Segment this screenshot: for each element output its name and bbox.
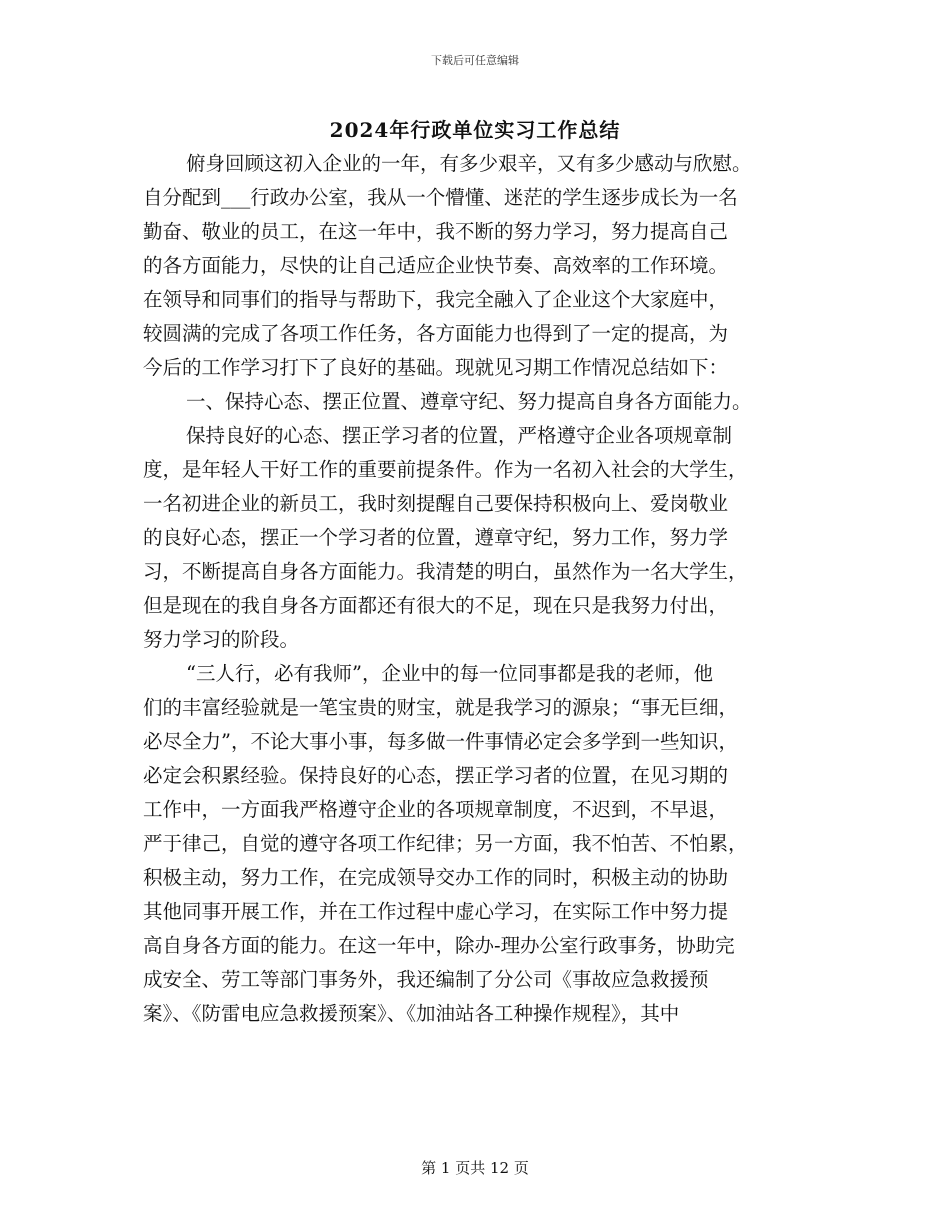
text-line: 努力学习的阶段。	[143, 628, 300, 651]
text-line: 一、保持心态、摆正位置、遵章守纪、努力提高自身各方面能力。	[186, 390, 752, 413]
text-line: 勤奋、敬业的员工，在这一年中，我不断的努力学习，努力提高自己	[143, 220, 729, 243]
text-line: 保持良好的心态、摆正学习者的位置，严格遵守企业各项规章制	[186, 424, 733, 447]
text-line: 今后的工作学习打下了良好的基础。现就见习期工作情况总结如下：	[143, 356, 729, 379]
text-line: 们的丰富经验就是一笔宝贵的财宝，就是我学习的源泉；“事无巨细，	[143, 696, 738, 719]
text-line: 必定会积累经验。保持良好的心态，摆正学习者的位置，在见习期的	[143, 764, 729, 787]
text-line: 其他同事开展工作，并在工作过程中虚心学习，在实际工作中努力提	[143, 900, 729, 923]
text-line: 俯身回顾这初入企业的一年，有多少艰辛，又有多少感动与欣慰。	[186, 152, 752, 175]
text-line: 案》、《防雷电应急救援预案》、《加油站各工种操作规程》，其中	[143, 1002, 680, 1025]
text-line: 较圆满的完成了各项工作任务，各方面能力也得到了一定的提高，为	[143, 322, 729, 345]
document-title: 2024年行政单位实习工作总结	[329, 118, 621, 142]
document-body	[143, 147, 823, 1031]
text-line: 成安全、劳工等部门事务外，我还编制了分公司《事故应急救援预	[143, 968, 709, 991]
text-line: 度，是年轻人干好工作的重要前提条件。作为一名初入社会的大学生，	[143, 458, 748, 481]
text-line: 工作中，一方面我严格遵守企业的各项规章制度，不迟到，不早退，	[143, 798, 729, 821]
text-line: 自分配到___行政办公室，我从一个懵懂、迷茫的学生逐步成长为一名	[143, 186, 738, 209]
text-line: 必尽全力”，不论大事小事，每多做一件事情必定会多学到一些知识，	[143, 730, 738, 753]
text-line: 严于律己，自觉的遵守各项工作纪律；另一方面，我不怕苦、不怕累，	[143, 832, 748, 855]
text-line: 高自身各方面的能力。在这一年中，除办-理办公室行政事务，协助完	[143, 934, 735, 957]
text-line: 习，不断提高自身各方面能力。我清楚的明白，虽然作为一名大学生，	[143, 560, 748, 583]
text-line: 一名初进企业的新员工，我时刻提醒自己要保持积极向上、爱岗敬业	[143, 492, 729, 515]
page-footer: 第 1 页共 12 页	[421, 1159, 529, 1177]
text-line: 的良好心态，摆正一个学习者的位置，遵章守纪，努力工作，努力学	[143, 526, 729, 549]
text-line: 的各方面能力，尽快的让自己适应企业快节奏、高效率的工作环境。	[143, 254, 729, 277]
text-line: 在领导和同事们的指导与帮助下，我完全融入了企业这个大家庭中，	[143, 288, 729, 311]
text-line: 但是现在的我自身各方面都还有很大的不足，现在只是我努力付出，	[143, 594, 729, 617]
header-note: 下载后可任意编辑	[431, 54, 519, 67]
text-line: 积极主动，努力工作，在完成领导交办工作的同时，积极主动的协助	[143, 866, 729, 889]
text-line: “三人行，必有我师”，企业中的每一位同事都是我的老师，他	[186, 662, 713, 685]
